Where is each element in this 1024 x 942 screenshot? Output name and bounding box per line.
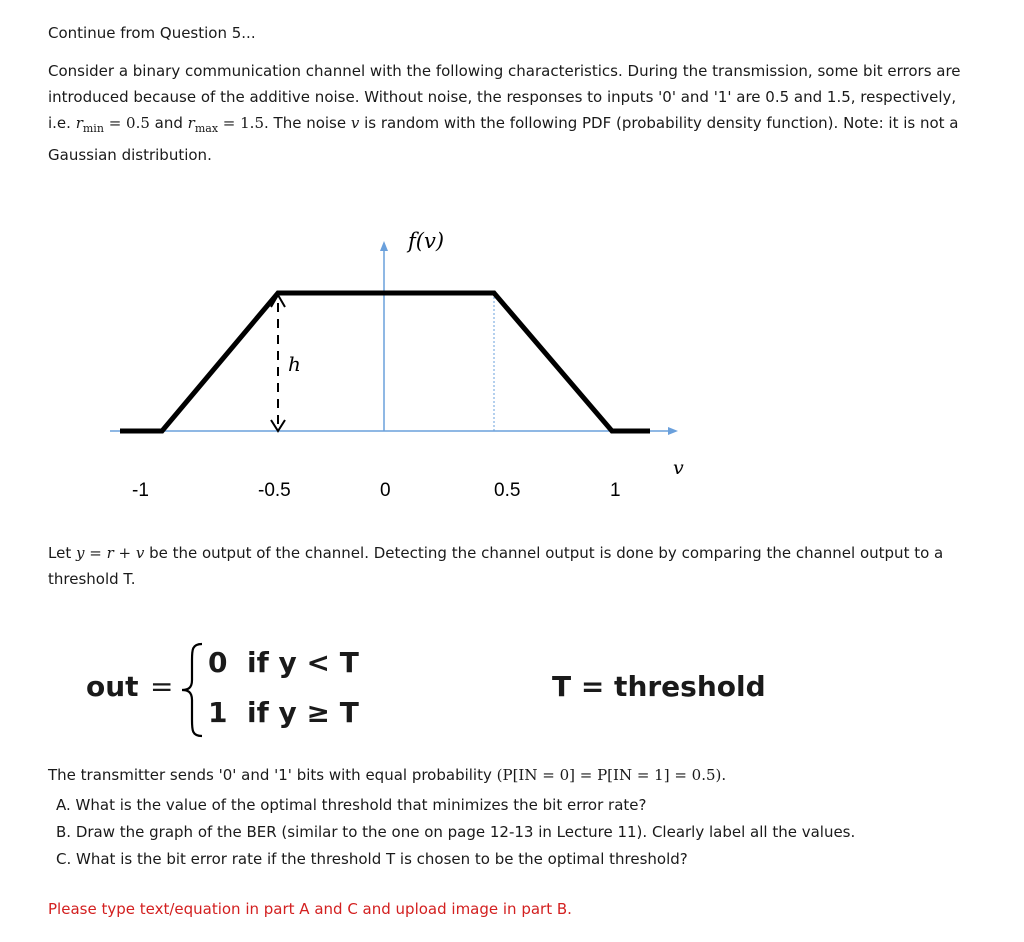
noise-symbol: v — [350, 114, 360, 132]
rmin-symbol: r — [75, 114, 83, 132]
tick-label: -1 — [132, 480, 149, 501]
brace-icon — [178, 640, 208, 740]
intro-text: The transmitter sends '0' and '1' bits with equal probability — [48, 766, 497, 784]
output-equation: y = r + v — [75, 544, 145, 562]
heading: Continue from Question 5... — [48, 24, 256, 42]
tick-label: 0 — [380, 480, 391, 501]
question-b: B. Draw the graph of the BER (similar to the one on page 12-13 in Lecture 11). Clearly label all the values. — [56, 823, 856, 841]
desc-part2: . The noise — [264, 114, 351, 132]
pdf-curve — [120, 293, 650, 431]
output-definition — [48, 540, 978, 592]
case-zero: 0 if y < T — [208, 646, 359, 679]
tick-label: 0.5 — [494, 480, 521, 501]
equals-sign: = — [150, 670, 174, 703]
desc-part1: Consider a binary communication channel with the following characteristics. During the transmission, some bit errors are introduced because of the additive noise. Without noise, the responses to inputs '0' and '1' are 0.5 and 1.5, respectively, i.e. — [48, 62, 961, 132]
let-word: Let — [48, 544, 76, 562]
desc-part3: is random with the following PDF (probability density function). Note: it is not a Gaussian distribution. — [48, 114, 959, 164]
rmin-subscript: min — [82, 122, 104, 135]
instruction-note: Please type text/equation in part A and C and upload image in part B. — [48, 900, 572, 918]
rmax-value: = 1.5 — [218, 114, 264, 132]
tick-label: 1 — [610, 480, 621, 501]
tick-label: -0.5 — [258, 480, 291, 501]
transmitter-intro — [48, 766, 726, 784]
x-axis-label: v — [673, 457, 684, 479]
and-word: and — [149, 114, 188, 132]
y-axis-arrow — [380, 241, 388, 251]
x-axis-arrow — [668, 427, 678, 435]
question-a: A. What is the value of the optimal threshold that minimizes the bit error rate? — [56, 796, 647, 814]
question-c: C. What is the bit error rate if the threshold T is chosen to be the optimal threshold? — [56, 850, 688, 868]
case-one: 1 if y ≥ T — [208, 696, 359, 729]
problem-description — [48, 58, 978, 168]
rmin-value: = 0.5 — [103, 114, 150, 132]
rmax-subscript: max — [194, 122, 219, 135]
threshold-definition: T = threshold — [552, 670, 766, 703]
out-label: out — [86, 670, 139, 703]
question-list — [56, 792, 855, 873]
y-axis-label: f(v) — [408, 229, 445, 253]
noise-pdf-figure — [110, 215, 710, 515]
h-label: h — [288, 352, 301, 376]
intro-equation: (P[IN = 0] = P[IN = 1] = 0.5). — [496, 766, 727, 784]
rmax-symbol: r — [187, 114, 195, 132]
output-definition-rest: be the output of the channel. Detecting the channel output is done by comparing the channel output to a threshold T. — [48, 544, 944, 588]
